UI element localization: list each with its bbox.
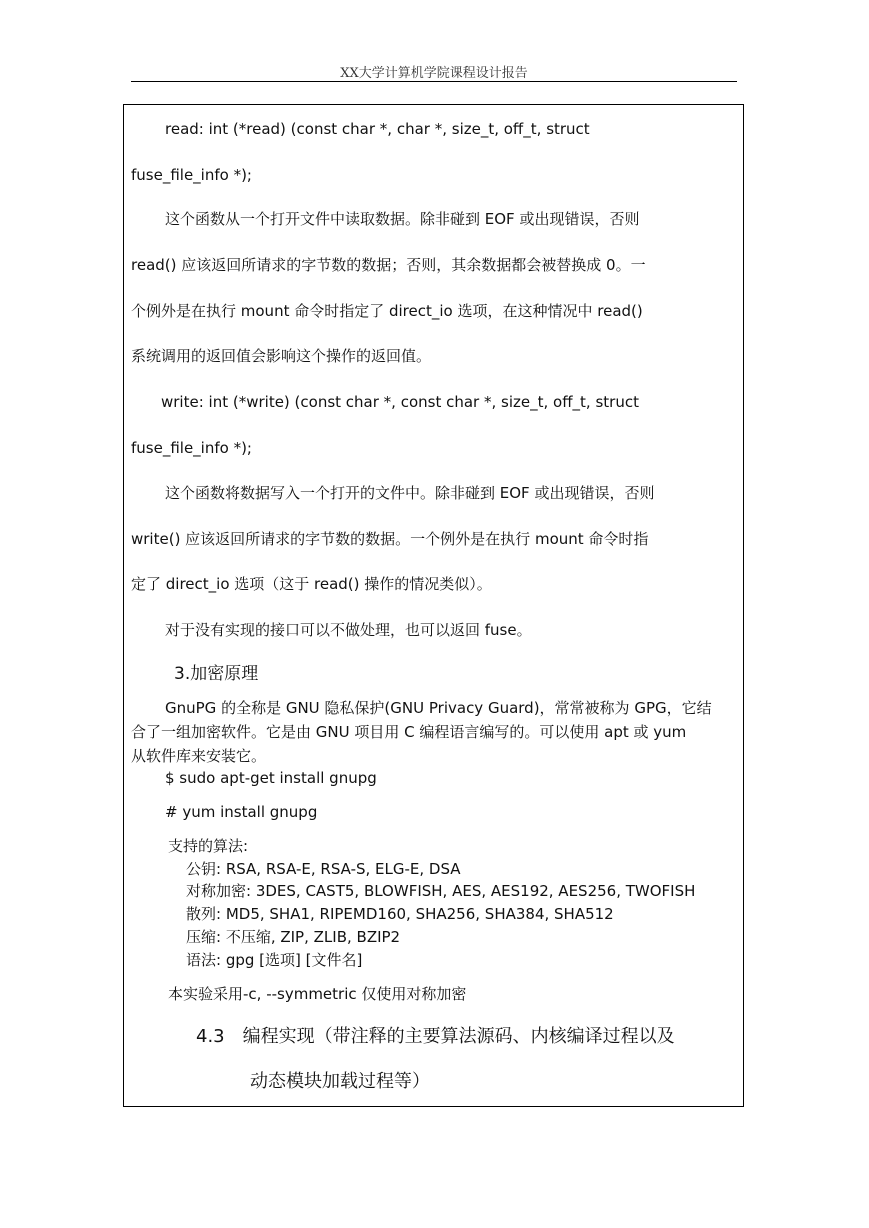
read-description-line-1: 这个函数从一个打开文件中读取数据。除非碰到 EOF 或出现错误，否则 [165, 210, 640, 228]
write-description-line-1: 这个函数将数据写入一个打开的文件中。除非碰到 EOF 或出现错误，否则 [165, 484, 655, 502]
read-description-line-3: 个例外是在执行 mount 命令时指定了 direct_io 选项，在这种情况中 read() [131, 302, 643, 320]
unimplemented-note: 对于没有实现的接口可以不做处理，也可以返回 fuse。 [165, 621, 532, 639]
read-description-line-4: 系统调用的返回值会影响这个操作的返回值。 [131, 347, 432, 365]
write-signature-line-1: write: int (*write) (const char *, const char *, size_t, off_t, struct [161, 393, 639, 411]
algorithm-compression: 压缩: 不压缩, ZIP, ZLIB, BZIP2 [186, 928, 401, 946]
gpg-description-line-1: GnuPG 的全称是 GNU 隐私保护(GNU Privacy Guard)，常常被称为 GPG，它结 [165, 699, 712, 717]
read-signature-line-1: read: int (*read) (const char *, char *, size_t, off_t, struct [165, 120, 590, 138]
read-description-line-2: read() 应该返回所请求的字节数的数据；否则，其余数据都会被替换成 0。一 [131, 256, 646, 274]
algorithm-hash: 散列: MD5, SHA1, RIPEMD160, SHA256, SHA384, SHA512 [186, 905, 614, 923]
algorithm-symmetric: 对称加密: 3DES, CAST5, BLOWFISH, AES, AES192, AES256, TWOFISH [186, 882, 696, 900]
page-header: XX大学计算机学院课程设计报告 [340, 66, 528, 81]
algorithm-syntax: 语法: gpg [选项] [文件名] [186, 951, 363, 969]
experiment-note: 本实验采用-c, --symmetric 仅使用对称加密 [168, 985, 467, 1003]
header-rule [131, 81, 737, 82]
write-description-line-2: write() 应该返回所请求的字节数的数据。一个例外是在执行 mount 命令时指 [131, 530, 649, 548]
gpg-description-line-3: 从软件库来安装它。 [131, 747, 267, 765]
read-signature-line-2: fuse_file_info *); [131, 166, 252, 184]
algorithms-heading: 支持的算法: [168, 837, 249, 855]
yum-install-command: # yum install gnupg [165, 803, 318, 821]
section-4-3-title-line-1: 4.3 编程实现（带注释的主要算法源码、内核编译过程以及 [196, 1026, 675, 1047]
gpg-description-line-2: 合了一组加密软件。它是由 GNU 项目用 C 编程语言编写的。可以使用 apt 或 yum [131, 723, 687, 741]
write-signature-line-2: fuse_file_info *); [131, 439, 252, 457]
write-description-line-3: 定了 direct_io 选项（这于 read() 操作的情况类似）。 [131, 575, 492, 593]
section-3-title: 3.加密原理 [174, 664, 259, 684]
apt-install-command: $ sudo apt-get install gnupg [165, 769, 377, 787]
algorithm-pubkey: 公钥: RSA, RSA-E, RSA-S, ELG-E, DSA [186, 860, 461, 878]
section-4-3-title-line-2: 动态模块加载过程等） [250, 1071, 430, 1092]
